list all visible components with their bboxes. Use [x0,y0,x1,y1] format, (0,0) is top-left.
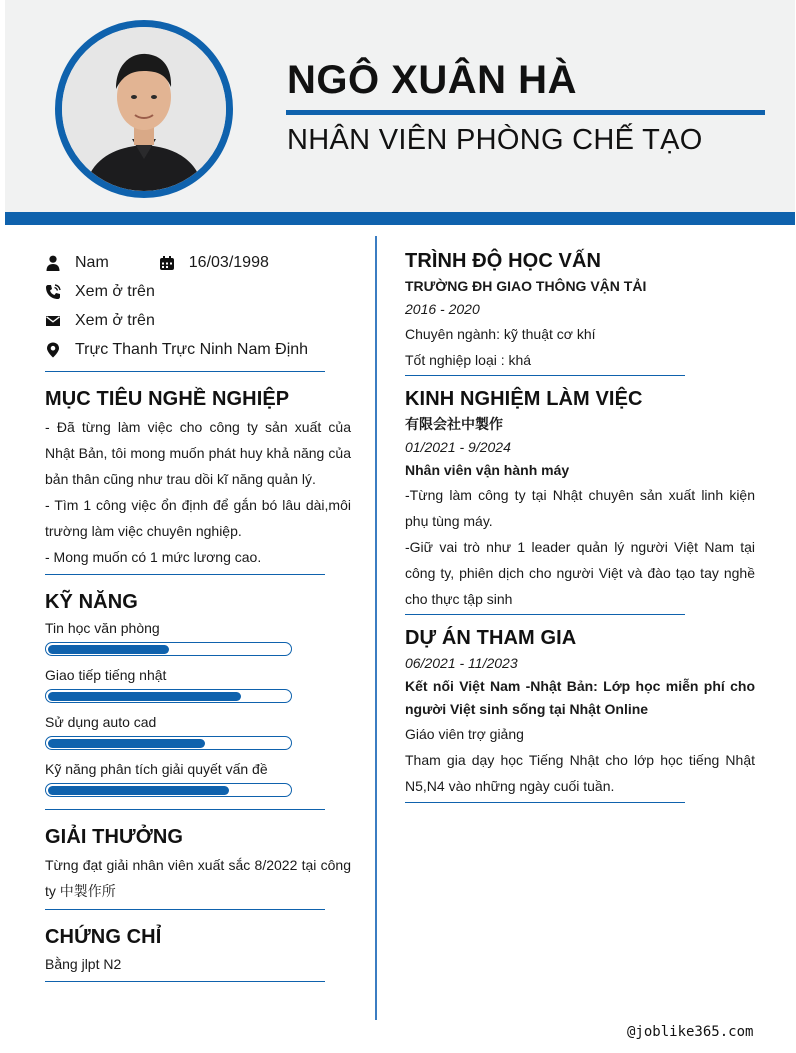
phone-icon [45,282,75,302]
contact-row-phone [45,277,351,306]
projects-period: 06/2021 - 11/2023 [405,655,518,671]
header-accent-bar [5,212,795,225]
section-divider [45,809,325,810]
section-divider [405,802,685,803]
experience-company: 有限会社中製作 [405,416,503,432]
skill-bar [45,642,292,656]
skill-label: Tin học văn phòng [45,620,160,636]
projects-text: Tham gia dạy học Tiếng Nhật cho lớp học tiếng Nhật N5,N4 vào những ngày cuối tuần. [405,752,755,794]
address-value: Trực Thanh Trực Ninh Nam Định [75,340,309,358]
projects-role: Giáo viên trợ giảng [405,726,524,742]
skill-bar-fill [48,692,242,701]
section-divider [45,574,325,575]
skill-bar [45,783,292,797]
education-major: Chuyên ngành: kỹ thuật cơ khí [405,326,596,342]
location-pin-icon [45,340,75,360]
skill-item [45,712,351,750]
section-divider [405,614,685,615]
birthday-value: 16/03/1998 [188,253,269,271]
column-divider [375,236,377,1020]
name-underline [286,110,765,115]
contact-row-address [45,335,351,364]
awards-text: Từng đạt giải nhân viên xuất sắc 8/2022 tại công ty 中製作所 [45,857,351,899]
watermark: @joblike365.com [627,1024,754,1040]
section-divider [405,375,685,376]
skill-bar [45,736,292,750]
calendar-icon [159,253,189,273]
experience-text-1: -Từng làm công ty tại Nhật chuyên sản xuất linh kiện phụ tùng máy. [405,487,755,529]
candidate-name: NGÔ XUÂN HÀ [287,58,577,102]
skills-title: KỸ NĂNG [45,591,138,613]
projects-title: DỰ ÁN THAM GIA [405,627,577,649]
objective-text-1: - Đã từng làm việc cho công ty sản xuất của Nhật Bản, tôi mong muốn phát huy khả năng của bản thân cũng như trau dồi kĩ năng quản lý. [45,419,351,487]
right-column [405,250,755,803]
section-divider [45,909,325,910]
skill-bar [45,689,292,703]
skills-list [45,618,351,797]
job-title: NHÂN VIÊN PHÒNG CHẾ TẠO [287,124,703,156]
section-divider [45,981,325,982]
avatar [55,20,233,198]
skill-bar-fill [48,786,230,795]
objective-text-2: - Tìm 1 công việc ổn định để gắn bó lâu dài,môi trường làm việc chuyên nghiệp. [45,497,351,539]
skill-item [45,618,351,656]
left-column [45,248,351,982]
person-icon [45,253,75,273]
experience-text-2: -Giữ vai trò như 1 leader quản lý người Việt Nam tại công ty, phiên dịch cho người Việt và đào tạo tay nghề cho thực tập sinh [405,539,755,607]
certificates-title: CHỨNG CHỈ [45,926,162,948]
certificates-text: Bằng jlpt N2 [45,956,122,972]
skill-bar-fill [48,645,169,654]
experience-title: KINH NGHIỆM LÀM VIỆC [405,388,643,410]
objective-text-3: - Mong muốn có 1 mức lương cao. [45,549,262,565]
experience-position: Nhân viên vận hành máy [405,462,570,478]
skill-label: Giao tiếp tiếng nhật [45,667,167,683]
education-title: TRÌNH ĐỘ HỌC VẤN [405,250,602,272]
education-school: TRƯỜNG ĐH GIAO THÔNG VẬN TẢI [405,278,647,294]
education-grade: Tốt nghiệp loại : khá [405,352,532,368]
section-divider [45,371,325,372]
education-period: 2016 - 2020 [405,301,480,317]
skill-label: Kỹ năng phân tích giải quyết vấn đề [45,761,268,777]
skill-label: Sử dụng auto cad [45,714,157,730]
contact-row-gender-birthday [45,248,351,277]
skill-bar-fill [48,739,205,748]
mail-icon [45,311,75,331]
objective-title: MỤC TIÊU NGHỀ NGHIỆP [45,388,290,410]
skill-item [45,665,351,703]
email-value: Xem ở trên [75,311,155,329]
skill-item [45,759,351,797]
experience-period: 01/2021 - 9/2024 [405,439,511,455]
phone-value: Xem ở trên [75,282,155,300]
projects-name: Kết nối Việt Nam -Nhật Bản: Lớp học miễn phí cho người Việt sinh sống tại Nhật Online [405,678,755,717]
gender-value: Nam [75,253,109,271]
awards-title: GIẢI THƯỞNG [45,826,184,848]
contact-row-email [45,306,351,335]
